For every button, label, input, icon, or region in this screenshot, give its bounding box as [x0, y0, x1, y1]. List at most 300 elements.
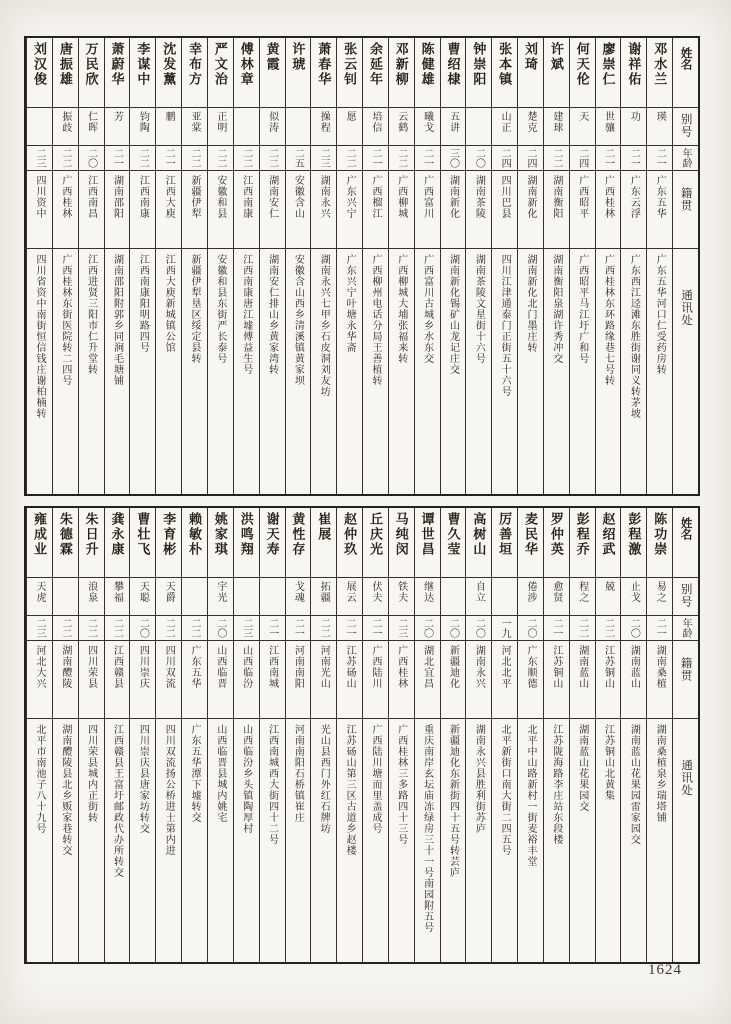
person-column [517, 38, 543, 494]
person-native-place: 四川荣县 [79, 641, 104, 719]
person-name: 刘汉俊 [27, 38, 52, 108]
person-age: 二一 [156, 146, 181, 171]
person-column [465, 38, 491, 494]
person-age: 三〇 [441, 146, 466, 171]
person-name: 邓水兰 [647, 38, 672, 108]
person-address: 江西大庾新城镇公馆 [163, 254, 175, 353]
person-name: 曹久莹 [441, 508, 466, 578]
person-address: 安徽含山西乡清溪镇黄家坝 [292, 254, 304, 386]
person-native-place: 湖南蓝山 [621, 641, 646, 719]
person-column [104, 38, 130, 494]
person-alias: 曦戈 [415, 108, 440, 146]
person-column [155, 38, 181, 494]
person-alias: 培信 [363, 108, 388, 146]
person-name: 马纯闵 [389, 508, 414, 578]
person-address: 四川省资中南街恒信钱庄谢柏楠转 [33, 254, 45, 419]
person-alias: 伏夫 [363, 578, 388, 616]
person-age: 二二 [105, 616, 130, 641]
person-native-place: 广西桂林 [53, 171, 78, 249]
person-alias: 五讲 [441, 108, 466, 146]
person-name: 龚永康 [105, 508, 130, 578]
person-age: 二〇 [208, 616, 233, 641]
person-alias: 亚棠 [182, 108, 207, 146]
person-address: 湖南蓝山花果园雷家园交 [628, 724, 640, 845]
person-address: 广东五华潭下墟转交 [189, 724, 201, 823]
person-column [285, 38, 311, 494]
header-age-label: 年龄 [673, 146, 698, 171]
header-name-label: 姓名 [673, 38, 698, 108]
person-age: 二四 [518, 146, 543, 171]
person-alias [234, 578, 259, 616]
person-name: 丘庆光 [363, 508, 388, 578]
person-alias [441, 578, 466, 616]
person-alias: 功 [621, 108, 646, 146]
person-native-place: 河北大兴 [27, 641, 52, 719]
person-column [52, 38, 78, 494]
person-name: 刘琦 [518, 38, 543, 108]
person-age: 二一 [415, 146, 440, 171]
person-age: 二二 [544, 146, 569, 171]
header-alias-label: 别号 [673, 108, 698, 146]
person-age: 二五 [286, 146, 311, 171]
person-name: 朱日升 [79, 508, 104, 578]
person-column [646, 38, 672, 494]
person-address: 江西南康唐江墟傅益生号 [240, 254, 252, 375]
person-address: 广西柳州电话分局王善植转 [369, 254, 381, 386]
person-name: 张本镇 [492, 38, 517, 108]
person-age: 二二 [570, 616, 595, 641]
person-age: 一九 [492, 616, 517, 641]
person-alias: 建球 [544, 108, 569, 146]
person-alias: 铁夫 [389, 578, 414, 616]
person-age: 二一 [105, 146, 130, 171]
person-address: 广东五华河口仁受药房转 [654, 254, 666, 375]
person-column [388, 38, 414, 494]
person-native-place: 广东云浮 [621, 171, 646, 249]
person-age: 二〇 [130, 616, 155, 641]
person-name: 罗仲英 [544, 508, 569, 578]
person-age: 二一 [647, 146, 672, 171]
person-address: 广西富川古城乡水东交 [421, 254, 433, 364]
person-native-place: 广东兴宁 [337, 171, 362, 249]
person-address: 山西临汾乡头镇陶厚村 [240, 724, 252, 834]
person-native-place: 湖南安仁 [260, 171, 285, 249]
person-native-place: 广西榴江 [363, 171, 388, 249]
person-native-place: 河北北平 [492, 641, 517, 719]
person-native-place: 四川巴县 [492, 171, 517, 249]
person-address: 光山县西门外红石牌坊 [318, 724, 330, 834]
person-column [569, 38, 595, 494]
page-number: 1624 [648, 962, 682, 978]
person-column [26, 508, 52, 962]
person-name: 李谋中 [130, 38, 155, 108]
person-address: 广西昭平马江圩广和号 [576, 254, 588, 364]
person-column [78, 508, 104, 962]
person-address: 四川崇庆县唐家坊转交 [137, 724, 149, 834]
person-age: 二二 [260, 146, 285, 171]
person-native-place: 湖南衡阳 [544, 171, 569, 249]
person-native-place: 广东顺德 [518, 641, 543, 719]
person-alias: 瑛 [647, 108, 672, 146]
person-column [491, 508, 517, 962]
person-native-place: 湖南蓝山 [570, 641, 595, 719]
person-alias: 展云 [337, 578, 362, 616]
directory-table-top-section [24, 36, 700, 496]
person-age: 二二 [79, 616, 104, 641]
person-address: 湖南邵阳附郭乡同涧毛塘铺 [111, 254, 123, 386]
person-name: 严文治 [208, 38, 233, 108]
person-name: 崔展 [311, 508, 336, 578]
person-column [285, 508, 311, 962]
person-native-place: 江苏砀山 [337, 641, 362, 719]
person-alias [53, 578, 78, 616]
person-column [543, 508, 569, 962]
person-name: 洪鸣翔 [234, 508, 259, 578]
person-alias: 继达 [415, 578, 440, 616]
person-column [52, 508, 78, 962]
person-column [104, 508, 130, 962]
person-alias [27, 108, 52, 146]
person-address: 广西桂林东环路缘巷七号转 [602, 254, 614, 386]
person-native-place: 江苏铜山 [544, 641, 569, 719]
person-age: 二〇 [79, 146, 104, 171]
person-address: 江西南康阳明路四号 [137, 254, 149, 353]
person-alias: 自立 [466, 578, 491, 616]
header-name-label: 姓名 [673, 508, 698, 578]
person-name: 黄霞 [260, 38, 285, 108]
person-name: 厉善垣 [492, 508, 517, 578]
person-name: 余延年 [363, 38, 388, 108]
person-age: 二二 [53, 146, 78, 171]
person-name: 傅林章 [234, 38, 259, 108]
person-age: 二〇 [621, 616, 646, 641]
person-native-place: 山西临汾 [234, 641, 259, 719]
person-alias: 云鹤 [389, 108, 414, 146]
person-native-place: 河南南阳 [286, 641, 311, 719]
person-native-place: 广西陆川 [363, 641, 388, 719]
person-name: 许斌 [544, 38, 569, 108]
person-name: 谭世昌 [415, 508, 440, 578]
person-address: 湖南安仁排山乡黄家湾转 [266, 254, 278, 375]
person-name: 沈发薰 [156, 38, 181, 108]
person-column [440, 38, 466, 494]
person-native-place: 河南光山 [311, 641, 336, 719]
person-native-place: 新疆迪化 [441, 641, 466, 719]
person-native-place: 四川双流 [156, 641, 181, 719]
person-alias: 仁晖 [79, 108, 104, 146]
person-native-place: 广东五华 [647, 171, 672, 249]
person-address: 四川江津通泰门正街五十六号 [499, 254, 511, 397]
person-alias: 兢 [596, 578, 621, 616]
person-alias: 浪泉 [79, 578, 104, 616]
person-native-place: 湖南新化 [441, 171, 466, 249]
person-alias [466, 108, 491, 146]
person-alias: 倦涉 [518, 578, 543, 616]
person-name: 麦民华 [518, 508, 543, 578]
person-name: 彭程激 [621, 508, 646, 578]
person-age: 二〇 [441, 616, 466, 641]
person-age: 二〇 [466, 616, 491, 641]
person-name: 赵仲玖 [337, 508, 362, 578]
person-alias [260, 578, 285, 616]
person-name: 萧蔚华 [105, 38, 130, 108]
person-native-place: 江西大庾 [156, 171, 181, 249]
person-column [155, 508, 181, 962]
person-name: 陈功崇 [647, 508, 672, 578]
person-age: 二〇 [518, 616, 543, 641]
person-age: 二三 [311, 146, 336, 171]
person-name: 唐振雄 [53, 38, 78, 108]
person-age: 二二 [596, 616, 621, 641]
person-column [207, 38, 233, 494]
person-column [388, 508, 414, 962]
person-name: 廖崇仁 [596, 38, 621, 108]
person-age: 二〇 [415, 616, 440, 641]
person-alias [234, 108, 259, 146]
person-age: 二二 [182, 616, 207, 641]
person-name: 赵绍武 [596, 508, 621, 578]
person-column [620, 38, 646, 494]
person-address: 江苏陇海路李庄站东段楼 [550, 724, 562, 845]
person-address: 湖南新化锡矿山龙记庄交 [447, 254, 459, 375]
person-native-place: 江西南昌 [79, 171, 104, 249]
person-alias: 钧陶 [130, 108, 155, 146]
person-age: 二一 [260, 616, 285, 641]
person-alias: 愿 [337, 108, 362, 146]
person-column [207, 508, 233, 962]
person-alias: 天聪 [130, 578, 155, 616]
person-native-place: 湖南新化 [518, 171, 543, 249]
person-alias: 愈贤 [544, 578, 569, 616]
header-address-label: 通讯处 [680, 289, 693, 327]
person-native-place: 广西富川 [415, 171, 440, 249]
person-name: 萧春华 [311, 38, 336, 108]
person-alias: 正明 [208, 108, 233, 146]
person-name: 彭程乔 [570, 508, 595, 578]
header-age-label: 年龄 [673, 616, 698, 641]
person-name: 雍成业 [27, 508, 52, 578]
person-alias: 易之 [647, 578, 672, 616]
person-native-place: 江西赣县 [105, 641, 130, 719]
person-age: 二一 [596, 146, 621, 171]
person-name: 谢天寿 [260, 508, 285, 578]
person-native-place: 湖南桑植 [647, 641, 672, 719]
person-address: 湖南新化北门墨庄转 [525, 254, 537, 353]
person-age: 二二 [53, 616, 78, 641]
person-age: 二四 [492, 146, 517, 171]
person-address: 四川荣县城内正街转 [85, 724, 97, 823]
person-address: 江西南城西大街四十二号 [266, 724, 278, 845]
person-address: 广西桂林东街医院转二四号 [59, 254, 71, 386]
person-address: 湖南衡阳泉湖许秀冲交 [550, 254, 562, 364]
person-native-place: 广西昭平 [570, 171, 595, 249]
person-native-place: 湖南茶陵 [466, 171, 491, 249]
header-address-label: 通讯处 [680, 759, 693, 797]
person-age: 二一 [286, 616, 311, 641]
person-alias: 似涛 [260, 108, 285, 146]
person-native-place: 四川崇庆 [130, 641, 155, 719]
person-address: 山西临晋县城内姚宅 [214, 724, 226, 823]
person-alias [286, 108, 311, 146]
person-column [543, 38, 569, 494]
person-age: 二一 [363, 616, 388, 641]
person-column [233, 508, 259, 962]
person-native-place: 江西南城 [260, 641, 285, 719]
person-age: 二二 [156, 616, 181, 641]
person-column [336, 38, 362, 494]
person-column [595, 38, 621, 494]
person-column [26, 38, 52, 494]
person-name: 幸布方 [182, 38, 207, 108]
person-age: 二二 [311, 616, 336, 641]
person-age: 二二 [234, 146, 259, 171]
person-age: 二二 [389, 146, 414, 171]
person-native-place: 广西桂林 [596, 171, 621, 249]
person-address: 湖南永兴县胜利街苏庐 [473, 724, 485, 834]
header-alias-label: 别号 [673, 578, 698, 616]
person-alias: 振歧 [53, 108, 78, 146]
person-name: 曹壮飞 [130, 508, 155, 578]
person-age: 二〇 [466, 146, 491, 171]
person-alias: 戈魂 [286, 578, 311, 616]
person-native-place: 湖北宜昌 [415, 641, 440, 719]
person-native-place: 山西临晋 [208, 641, 233, 719]
person-column [259, 508, 285, 962]
person-column [181, 38, 207, 494]
person-name: 许琥 [286, 38, 311, 108]
person-column [336, 508, 362, 962]
person-alias: 宇光 [208, 578, 233, 616]
person-address: 北平新街口南大街二四五号 [499, 724, 511, 856]
person-address: 湖南桑植泉乡瑞塔铺 [654, 724, 666, 823]
person-native-place: 广东五华 [182, 641, 207, 719]
person-age: 二一 [647, 616, 672, 641]
person-address: 安徽和县东街严长泰号 [214, 254, 226, 364]
person-name: 赖敏朴 [182, 508, 207, 578]
person-native-place: 安徽和县 [208, 171, 233, 249]
person-address: 湖南蓝山花果园交 [576, 724, 588, 812]
person-native-place: 江苏铜山 [596, 641, 621, 719]
person-column [620, 508, 646, 962]
person-address: 新疆迪化东新街四十五号转芸庐 [447, 724, 459, 878]
person-alias: 鹏 [156, 108, 181, 146]
person-address: 广东西江迳滩东胜街谢同义转茅坡 [628, 254, 640, 419]
person-address: 江西赣县王富圩邮政代办所转交 [111, 724, 123, 878]
person-address: 重庆南岸玄坛庙冻绿房三十一号南园附五号 [421, 724, 433, 933]
person-age: 二四 [570, 146, 595, 171]
person-column [129, 38, 155, 494]
person-name: 陈健雄 [415, 38, 440, 108]
person-column [78, 38, 104, 494]
person-name: 张云钊 [337, 38, 362, 108]
person-name: 姚家琪 [208, 508, 233, 578]
person-alias: 楚克 [518, 108, 543, 146]
person-column [440, 508, 466, 962]
person-column [181, 508, 207, 962]
header-native-label: 籍贯 [673, 641, 698, 719]
table-header-column [672, 508, 698, 962]
directory-table-bottom-section [24, 506, 700, 964]
person-name: 谢祥佑 [621, 38, 646, 108]
person-address: 新疆伊犁垦区绥定县转 [189, 254, 201, 364]
person-alias [492, 578, 517, 616]
person-column [310, 508, 336, 962]
person-address: 广西桂林三多路四十三号 [395, 724, 407, 845]
person-column [646, 508, 672, 962]
person-native-place: 江西南康 [234, 171, 259, 249]
person-native-place: 广西桂林 [389, 641, 414, 719]
person-column [362, 508, 388, 962]
person-alias: 世骧 [596, 108, 621, 146]
person-column [362, 38, 388, 494]
person-address: 江西进贤三阳市仁升堂转 [85, 254, 97, 375]
person-alias: 操程 [311, 108, 336, 146]
table-header-column [672, 38, 698, 494]
person-address: 江苏砀山第三区古道乡赵楼 [344, 724, 356, 856]
person-address: 广西陆川塘而里盖成号 [369, 724, 381, 834]
person-name: 李育彬 [156, 508, 181, 578]
person-age: 二一 [363, 146, 388, 171]
person-name: 万民欣 [79, 38, 104, 108]
person-alias: 止戈 [621, 578, 646, 616]
person-column [465, 508, 491, 962]
person-column [310, 38, 336, 494]
person-age: 二二 [130, 146, 155, 171]
person-column [233, 38, 259, 494]
person-native-place: 湖南醴陵 [53, 641, 78, 719]
person-column [517, 508, 543, 962]
person-native-place: 四川资中 [27, 171, 52, 249]
person-alias: 拓疆 [311, 578, 336, 616]
person-age: 二三 [27, 616, 52, 641]
person-native-place: 江西南康 [130, 171, 155, 249]
person-age: 二三 [234, 616, 259, 641]
person-name: 邓新柳 [389, 38, 414, 108]
person-alias: 程之 [570, 578, 595, 616]
person-alias: 天 [570, 108, 595, 146]
person-address: 四川双流扬公桥进士第内进 [163, 724, 175, 856]
person-alias: 攀福 [105, 578, 130, 616]
person-name: 黄性存 [286, 508, 311, 578]
person-native-place: 湖南永兴 [311, 171, 336, 249]
person-address: 河南南阳石桥镇崔庄 [292, 724, 304, 823]
person-alias: 芳 [105, 108, 130, 146]
person-age: 二一 [621, 146, 646, 171]
person-address: 湖南永兴七甲乡石皮洞刘友坊 [318, 254, 330, 397]
person-age: 二二 [337, 146, 362, 171]
person-column [414, 508, 440, 962]
person-column [595, 508, 621, 962]
person-name: 朱德霖 [53, 508, 78, 578]
person-column [491, 38, 517, 494]
person-column [414, 38, 440, 494]
person-address: 广东兴宁叶塘永华斋 [344, 254, 356, 353]
person-name: 高树山 [466, 508, 491, 578]
person-address: 江苏铜山北黄集 [602, 724, 614, 801]
person-alias: 天虎 [27, 578, 52, 616]
person-column [129, 508, 155, 962]
person-name: 钟崇阳 [466, 38, 491, 108]
person-address: 湖南茶陵文星街十六号 [473, 254, 485, 364]
person-native-place: 湖南邵阳 [105, 171, 130, 249]
person-address: 北平中山路新村一街麦裕丰堂 [525, 724, 537, 867]
person-column [259, 38, 285, 494]
person-native-place: 湖南永兴 [466, 641, 491, 719]
person-age: 二二 [182, 146, 207, 171]
person-alias: 天爵 [156, 578, 181, 616]
person-address: 北平市南池子八十九号 [33, 724, 45, 834]
person-address: 湖南醴陵县北乡贩家巷转交 [59, 724, 71, 856]
